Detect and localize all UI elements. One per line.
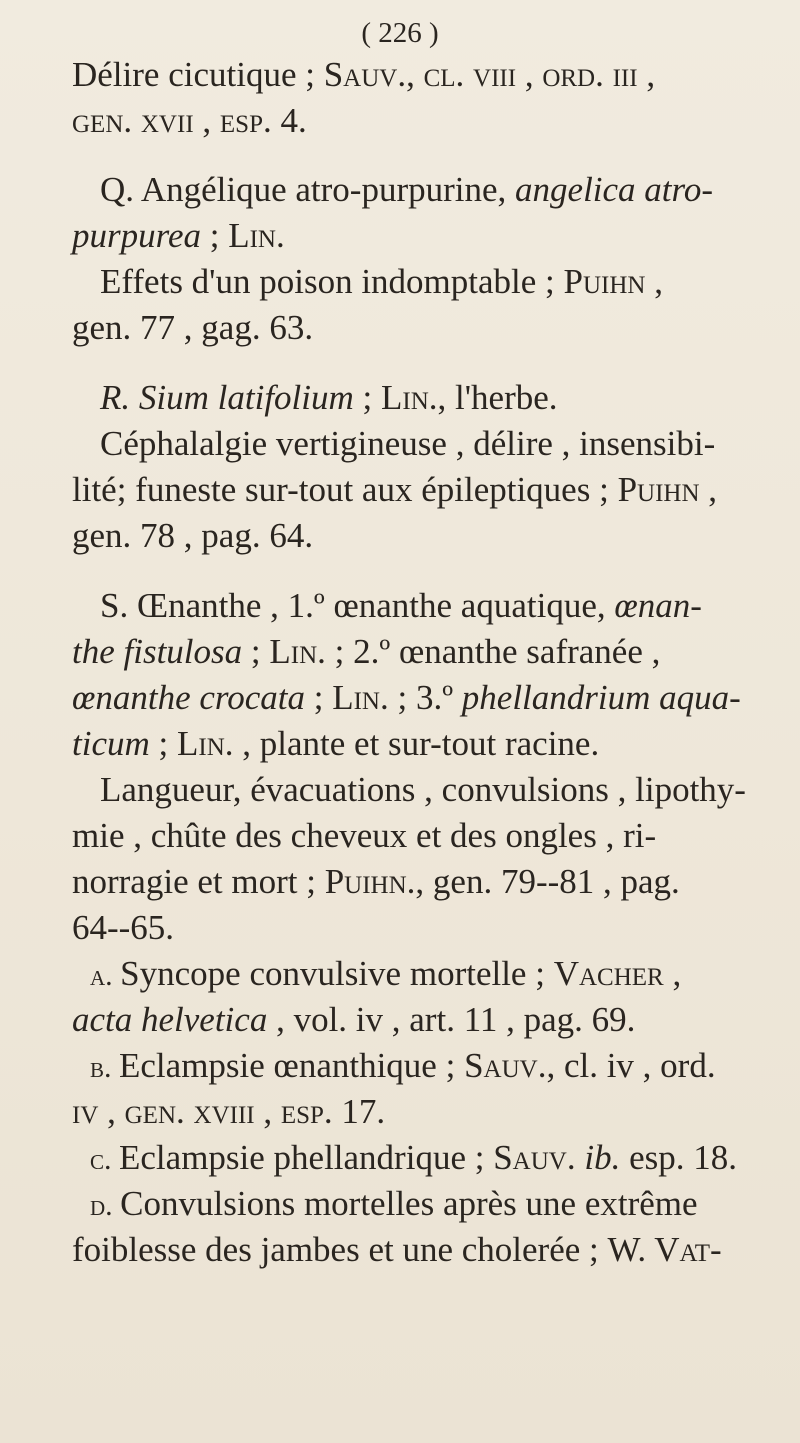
text-line: purpurea ; Lin. [72,216,285,255]
entry-s: S. Œnanthe , 1.º œnanthe aquatique, œnan- [100,586,702,625]
text-line: ticum ; Lin. , plante et sur-tout racine. [72,724,600,763]
text-line: gen. xvii , esp. 4. [72,101,307,140]
text-line: iv , gen. xviii , esp. 17. [72,1092,386,1131]
text-line: Céphalalgie vertigineuse , délire , insensibi- [100,424,716,463]
text-line: norragie et mort ; Puihn., gen. 79--81 , pag. [72,862,680,901]
page-number: ( 226 ) [361,17,439,49]
text-line: mie , chûte des cheveux et des ongles , ri- [72,816,657,855]
text-line: acta helvetica , vol. iv , art. 11 , pag. 69. [72,1000,636,1039]
text-line: 64--65. [72,908,175,947]
subentry-d: d. Convulsions mortelles après une extrême [90,1184,698,1223]
subentry-a: a. Syncope convulsive mortelle ; Vacher , [90,954,682,993]
text-line: Délire cicutique ; Sauv., cl. viii , ord. iii , [72,55,656,94]
text-line: gen. 78 , pag. 64. [72,516,314,555]
author-abbrev: Sauv. [323,55,407,94]
text-line: the fistulosa ; Lin. ; 2.º œnanthe safranée , [72,632,661,671]
entry-q: Q. Angélique atro-purpurine, angelica atro- [100,170,713,209]
text-line: Effets d'un poison indomptable ; Puihn , [100,262,663,301]
text-line: gen. 77 , gag. 63. [72,308,314,347]
entry-r: R. Sium latifolium ; Lin., l'herbe. [100,378,558,417]
text-line: lité; funeste sur-tout aux épileptiques ; Puihn , [72,470,718,509]
text-line: œnanthe crocata ; Lin. ; 3.º phellandrium aqua- [72,678,741,717]
subentry-c: c. Eclampsie phellandrique ; Sauv. ib. esp. 18. [90,1138,737,1177]
subentry-b: b. Eclampsie œnanthique ; Sauv., cl. iv , ord. [90,1046,716,1085]
text-line: Langueur, évacuations , convulsions , lipothy- [100,770,746,809]
text-line: foiblesse des jambes et une cholerée ; W. Vat- [72,1230,722,1269]
